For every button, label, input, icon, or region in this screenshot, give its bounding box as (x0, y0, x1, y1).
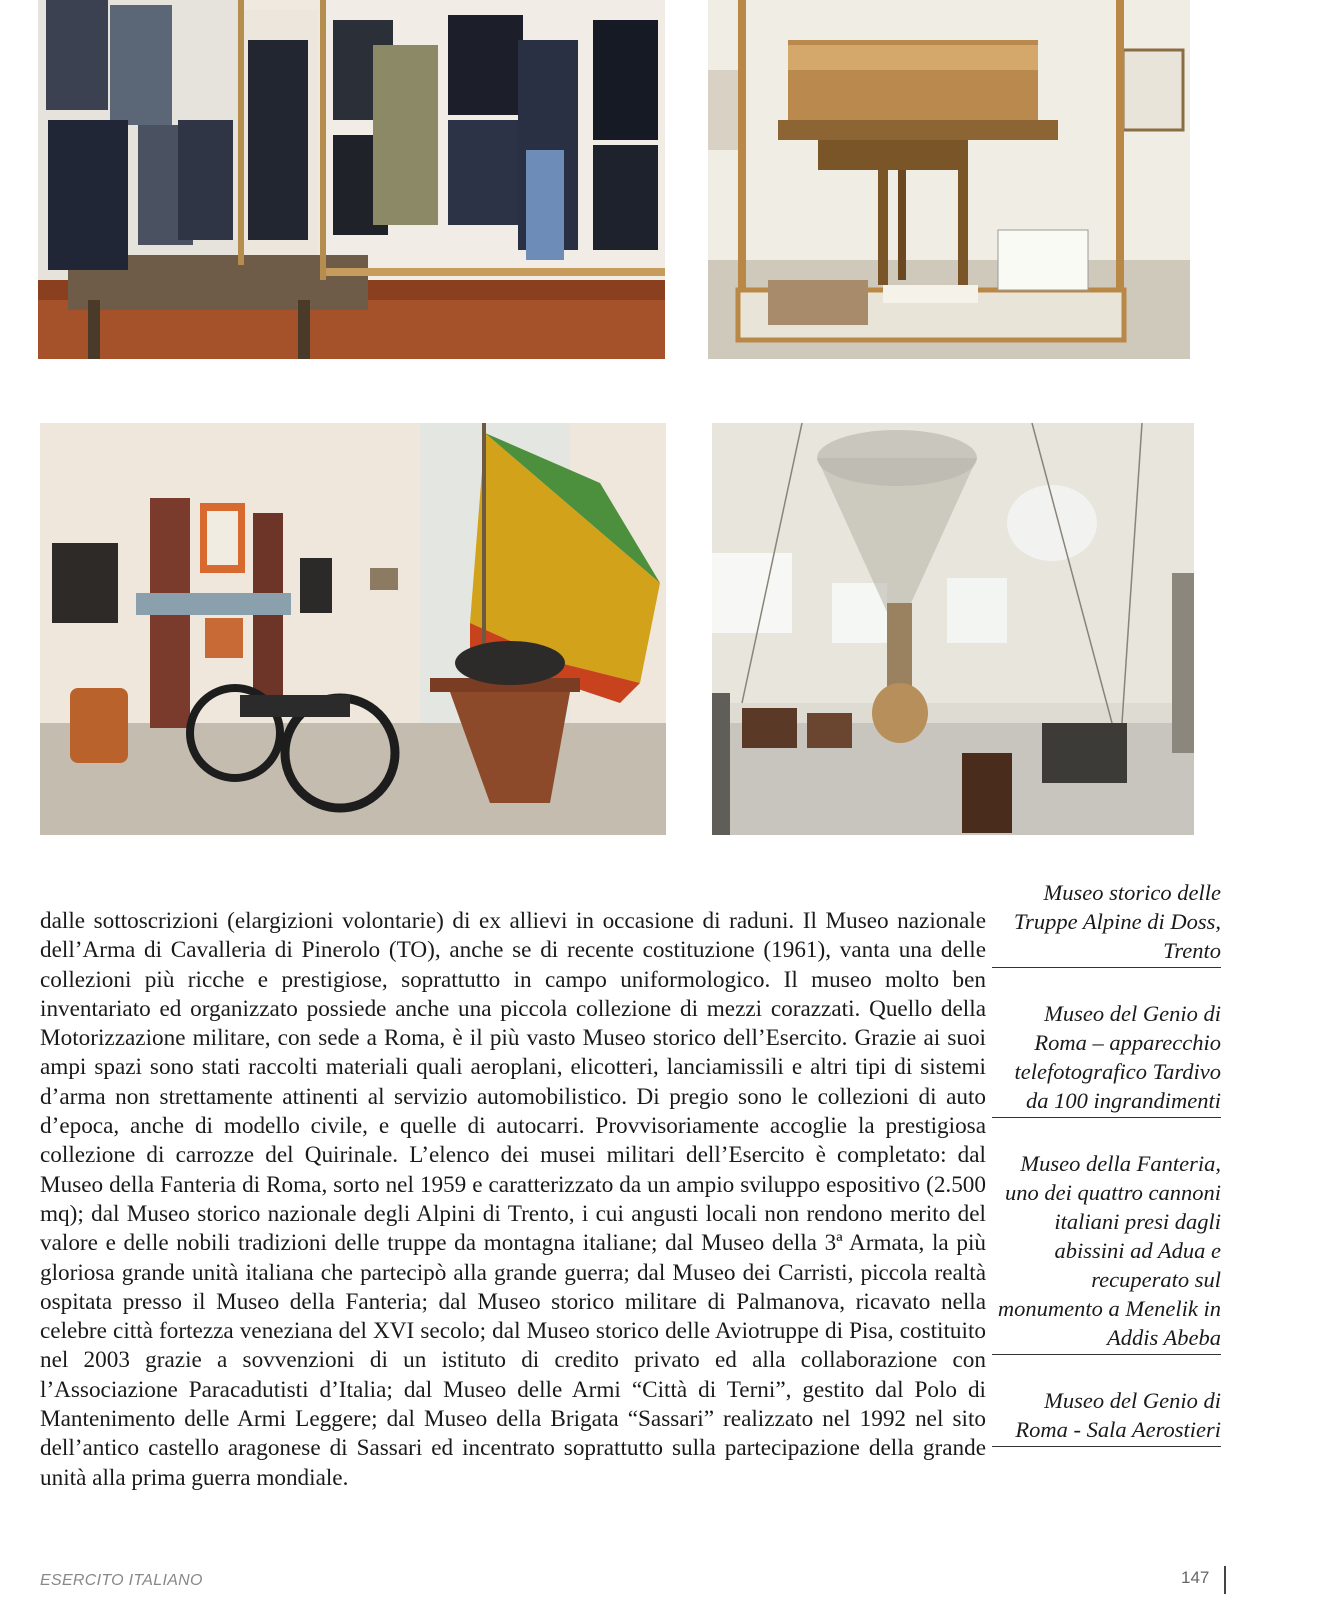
caption-genio-telephoto: Museo del Genio di Roma – apparecchio telefotografico Tardivo da 100 ingrandimenti (992, 999, 1221, 1118)
caption-sala-aerostieri: Museo del Genio di Roma - Sala Aerostieri (992, 1386, 1221, 1447)
photo-aerostieri-hall (712, 423, 1194, 835)
photo-uniform-showcases (38, 0, 665, 359)
magazine-name: ESERCITO ITALIANO (40, 1572, 203, 1589)
footer-divider (1224, 1566, 1226, 1594)
photo-telephoto-apparatus (708, 0, 1190, 359)
photo-cannon-and-flag (40, 423, 666, 835)
caption-alpine-museum: Museo storico delle Truppe Alpine di Doss, Trento (992, 878, 1221, 968)
caption-fanteria-cannon: Museo della Fanteria, uno dei quattro cannoni italiani presi dagli abissini ad Adua e recuperato sul monumento a Menelik in Addis Abeba (992, 1149, 1221, 1355)
article-body-text: dalle sottoscrizioni (elargizioni volontarie) di ex allievi in occasione di raduni. Il Museo nazionale dell’Arma di Cavalleria di Pinerolo (TO), anche se di recente costituzione (1961), vanta una delle collezioni più ricche e prestigiose, soprattutto in campo uniformologico. Il museo molto ben inventariato ed organizzato possiede anche una piccola collezione di mezzi corazzati. Quello della Motorizzazione militare, con sede a Roma, è il più vasto Museo storico dell’Esercito. Grazie ai suoi ampi spazi sono stati raccolti materiali quali aeroplani, elicotteri, lanciamissili e altri tipi di sistemi d’arma non strettamente attinenti al servizio automobilistico. Di pregio sono le collezioni di auto d’epoca, anche di modello civile, e quelle di autocarri. Provvisoriamente accoglie la prestigiosa collezione di carrozze del Quirinale. L’elenco dei musei militari dell’Esercito è completato: dal Museo della Fanteria di Roma, sorto nel 1959 e caratterizzato da un ampio sviluppo espositivo (2.500 mq); dal Museo storico nazionale degli Alpini di Trento, i cui angusti locali non rendono merito del valore e delle nobili tradizioni delle truppe da montagna italiane; dal Museo della 3ª Armata, la più gloriosa grande unità italiana che partecipò alla grande guerra; dal Museo dei Carristi, piccola realtà ospitata presso il Museo della Fanteria; dal Museo storico militare di Palmanova, ricavato nella celebre città fortezza veneziana del XVI secolo; dal Museo storico delle Aviotruppe di Pisa, costituito nel 2003 grazie a sovvenzioni di un istituto di credito privato ed alla collaborazione con l’Associazione Paracadutisti d’Italia; dal Museo delle Armi “Città di Terni”, gestito dal Polo di Mantenimento delle Armi Leggere; dal Museo della Brigata “Sassari” realizzato nel 1992 nel sito dell’antico castello aragonese di Sassari ed incentrato soprattutto sulla partecipazione della grande unità alla prima guerra mondiale. (40, 908, 986, 1491)
photo-captions (992, 878, 1221, 1447)
page-number: 147 (1181, 1568, 1210, 1587)
